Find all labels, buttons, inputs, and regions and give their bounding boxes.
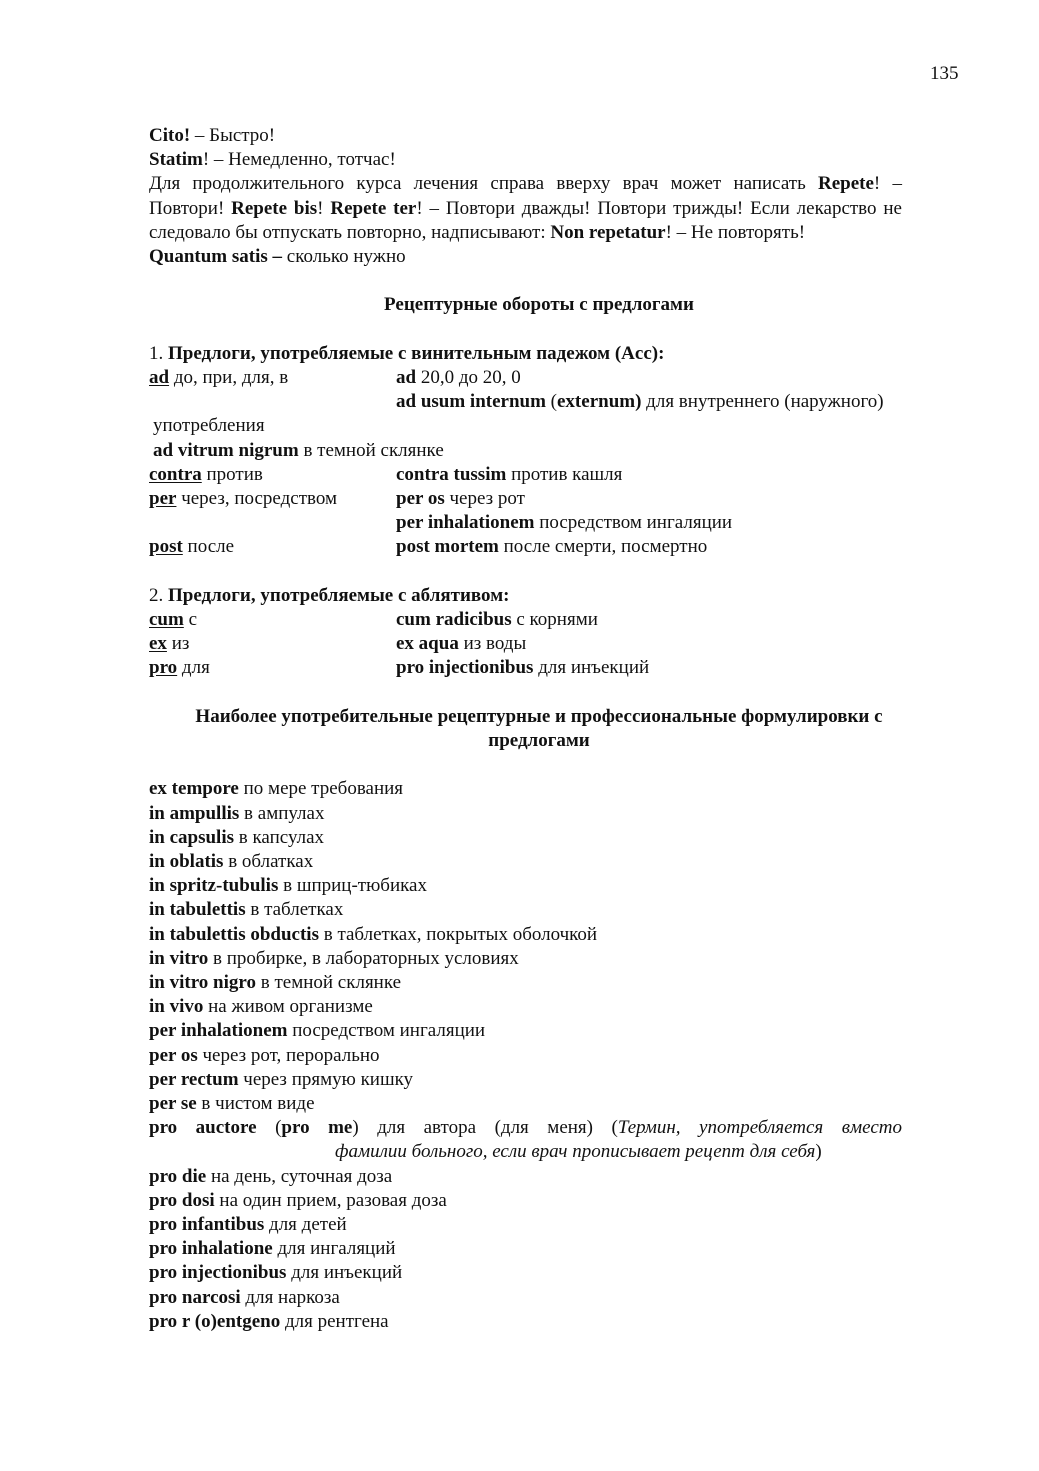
repete-text-2: ! – Повтори! <box>149 173 902 219</box>
repete-text-4: ! – Повтори дважды! Повтори трижды! Если лекарство не следовало бы отпускать повторно, надписывают: <box>149 197 902 243</box>
paren-close: ) <box>815 1141 822 1163</box>
section-heading-prepositions: Рецептурные обороты с предлогами <box>384 294 694 316</box>
example-per-1-text: через рот <box>444 488 525 510</box>
example-ad-3 <box>149 439 902 463</box>
repete-term-2: Repete bis <box>231 197 318 219</box>
page-content <box>149 124 902 1334</box>
example-post-term: post mortem <box>396 536 499 558</box>
example-pro-text: для инъекций <box>533 657 650 679</box>
example-ad-3-text: в темной склянке <box>298 439 444 461</box>
example-ad-2-term: ad usum internum <box>396 391 546 413</box>
phrase-translation: для ингаляций <box>272 1238 396 1260</box>
phrase-term: per se <box>149 1093 197 1115</box>
phrase-translation: в таблетках <box>245 899 344 921</box>
row-ad-2 <box>149 390 902 414</box>
phrase-term: pro infantibus <box>149 1214 265 1236</box>
phrase-translation: в капсулах <box>234 826 325 848</box>
acc-number: 1. <box>149 342 168 364</box>
phrase-note-1: Термин, употребляется вместо <box>617 1117 902 1139</box>
list-item <box>149 1092 902 1116</box>
repete-term-3: Repete ter <box>330 197 417 219</box>
list-item <box>149 1261 902 1285</box>
prep-cum-translation: с <box>183 609 198 631</box>
list-item <box>149 1019 902 1043</box>
list-item <box>149 802 902 826</box>
example-ad-2-term2: externum) <box>557 391 642 413</box>
phrase-term: in spritz-tubulis <box>149 875 279 897</box>
example-ad-2-paren: ( <box>545 391 557 413</box>
list-item <box>149 923 902 947</box>
abl-number: 2. <box>149 584 168 606</box>
phrase-translation: посредством ингаляции <box>287 1020 486 1042</box>
row-per <box>149 487 902 511</box>
example-ex-text: из воды <box>458 633 527 655</box>
example-ad-3-term: ad vitrum nigrum <box>153 439 299 461</box>
example-cum-term: cum radicibus <box>396 609 512 631</box>
quantum-satis-term: Quantum satis <box>149 246 268 268</box>
list-item <box>149 1237 902 1261</box>
example-contra-term: contra tussim <box>396 463 507 485</box>
list-item <box>149 777 902 801</box>
list-item <box>149 1068 902 1092</box>
repete-term-4: Non repetatur <box>550 221 666 243</box>
list-item <box>149 1310 902 1334</box>
phrase-term: in tabulettis <box>149 899 246 921</box>
phrase-term: pro auctore <box>149 1117 257 1139</box>
phrase-term: pro r (o)entgeno <box>149 1310 281 1332</box>
list-item <box>149 1213 902 1237</box>
list-item <box>149 874 902 898</box>
repete-text-1: Для продолжительного курса лечения справа вверху врач может написать <box>149 173 818 195</box>
prep-post-translation: после <box>182 536 235 558</box>
acc-title: Предлоги, употребляемые с винительным падежом (Acc): <box>168 342 665 364</box>
list-item-pro-auctore <box>149 1116 902 1140</box>
list-item <box>149 1165 902 1189</box>
statim-translation: ! – Немедленно, тотчас! <box>202 149 396 171</box>
phrase-term: ex tempore <box>149 778 239 800</box>
acc-subheading <box>149 342 902 366</box>
list-item <box>149 1286 902 1310</box>
phrase-translation: для детей <box>264 1214 347 1236</box>
list-item <box>149 898 902 922</box>
prep-pro: pro <box>149 657 178 679</box>
row-per-2 <box>149 511 902 535</box>
phrase-term: pro inhalatione <box>149 1238 273 1260</box>
example-post-text: после смерти, посмертно <box>498 536 708 558</box>
phrase-translation: на один прием, разовая доза <box>214 1189 447 1211</box>
cito-term: Cito! <box>149 125 191 146</box>
row-cum <box>149 608 902 632</box>
phrase-list <box>149 777 902 1334</box>
row-ad <box>149 366 902 390</box>
section-heading-formulas-line1: Наиболее употребительные рецептурные и профессиональные формулировки с <box>195 705 883 727</box>
phrase-translation: для рентгена <box>280 1310 389 1332</box>
phrase-translation: в ампулах <box>239 802 325 824</box>
repete-paragraph <box>149 172 902 245</box>
repete-term-1: Repete <box>818 173 874 195</box>
prep-per: per <box>149 488 177 510</box>
paren-open: ( <box>256 1117 282 1139</box>
prep-contra-translation: против <box>201 463 263 485</box>
phrase-term: pro dosi <box>149 1189 215 1211</box>
phrase-translation: на день, суточная доза <box>206 1165 393 1187</box>
cito-translation: – Быстро! <box>190 125 276 146</box>
example-ex-term: ex aqua <box>396 633 459 655</box>
prep-ex: ex <box>149 633 167 655</box>
phrase-translation: на живом организме <box>203 996 373 1018</box>
row-pro <box>149 656 902 680</box>
quantum-satis-dash: – <box>267 246 283 268</box>
repete-text-5: ! – Не повторять! <box>665 221 806 243</box>
phrase-term: in capsulis <box>149 826 235 848</box>
example-ad-1-term: ad <box>396 367 417 388</box>
row-contra <box>149 463 902 487</box>
phrase-translation: через прямую кишку <box>238 1068 414 1090</box>
phrase-term: in tabulettis obductis <box>149 923 319 945</box>
prep-ad-translation: до, при, для, в <box>169 367 289 388</box>
list-item <box>149 850 902 874</box>
phrase-term: per os <box>149 1044 198 1066</box>
quantum-satis-translation: сколько нужно <box>282 246 406 268</box>
example-per-2-text: посредством ингаляции <box>534 512 733 534</box>
phrase-translation: в шприц-тюбиках <box>278 875 427 897</box>
phrase-term: in ampullis <box>149 802 240 824</box>
phrase-note-2: фамилии больного, если врач прописывает рецепт для себя <box>335 1141 816 1163</box>
phrase-translation: в пробирке, в лабораторных условиях <box>208 947 519 969</box>
prep-per-translation: через, посредством <box>176 488 338 510</box>
example-ad-2-continuation: употребления <box>153 415 265 437</box>
list-item <box>149 1189 902 1213</box>
list-item <box>149 1044 902 1068</box>
list-item <box>149 971 902 995</box>
row-post <box>149 535 902 559</box>
phrase-term: per inhalationem <box>149 1020 288 1042</box>
phrase-term: in oblatis <box>149 851 224 873</box>
example-cum-text: с корнями <box>511 609 598 631</box>
example-ad-2-text: для внутреннего (наружного) <box>641 391 884 413</box>
phrase-translation: в таблетках, покрытых оболочкой <box>318 923 598 945</box>
prep-pro-translation: для <box>177 657 210 679</box>
phrase-term: pro injectionibus <box>149 1262 287 1284</box>
prep-contra: contra <box>149 463 202 485</box>
example-ad-1-text: 20,0 до 20, 0 <box>416 367 521 388</box>
list-item <box>149 947 902 971</box>
phrase-term: in vivo <box>149 996 204 1018</box>
phrase-term: per rectum <box>149 1068 239 1090</box>
statim-line <box>149 148 902 172</box>
example-contra-text: против кашля <box>506 463 623 485</box>
prep-cum: cum <box>149 609 184 631</box>
example-per-1-term: per os <box>396 488 445 510</box>
prep-ex-translation: из <box>166 633 190 655</box>
phrase-translation: ) для автора (для меня) ( <box>352 1117 618 1139</box>
cito-line <box>149 124 902 148</box>
phrase-term: pro narcosi <box>149 1286 241 1308</box>
phrase-translation: в темной склянке <box>255 972 402 994</box>
phrase-term: in vitro nigro <box>149 972 256 994</box>
phrase-translation: в облатках <box>223 851 314 873</box>
phrase-term: pro die <box>149 1165 207 1187</box>
abl-title: Предлоги, употребляемые с аблятивом: <box>168 584 510 606</box>
phrase-translation: по мере требования <box>238 778 404 800</box>
quantum-satis-line <box>149 245 902 269</box>
repete-text-3: ! <box>317 197 331 219</box>
phrase-translation: в чистом виде <box>196 1093 315 1115</box>
prep-ad: ad <box>149 367 170 388</box>
row-ex <box>149 632 902 656</box>
phrase-translation: для наркоза <box>240 1286 340 1308</box>
list-item <box>149 995 902 1019</box>
phrase-term-2: pro me <box>281 1117 353 1139</box>
phrase-term: in vitro <box>149 947 209 969</box>
example-per-2-term: per inhalationem <box>396 512 535 534</box>
prep-post: post <box>149 536 183 558</box>
statim-term: Statim <box>149 149 203 171</box>
section-heading-formulas-line2: предлогами <box>488 730 590 752</box>
example-pro-term: pro injectionibus <box>396 657 534 679</box>
list-item <box>149 826 902 850</box>
list-item-pro-auctore-cont <box>149 1140 902 1164</box>
page-number: 135 <box>930 63 959 84</box>
phrase-translation: для инъекций <box>286 1262 403 1284</box>
abl-subheading <box>149 584 902 608</box>
phrase-translation: через рот, перорально <box>197 1044 380 1066</box>
